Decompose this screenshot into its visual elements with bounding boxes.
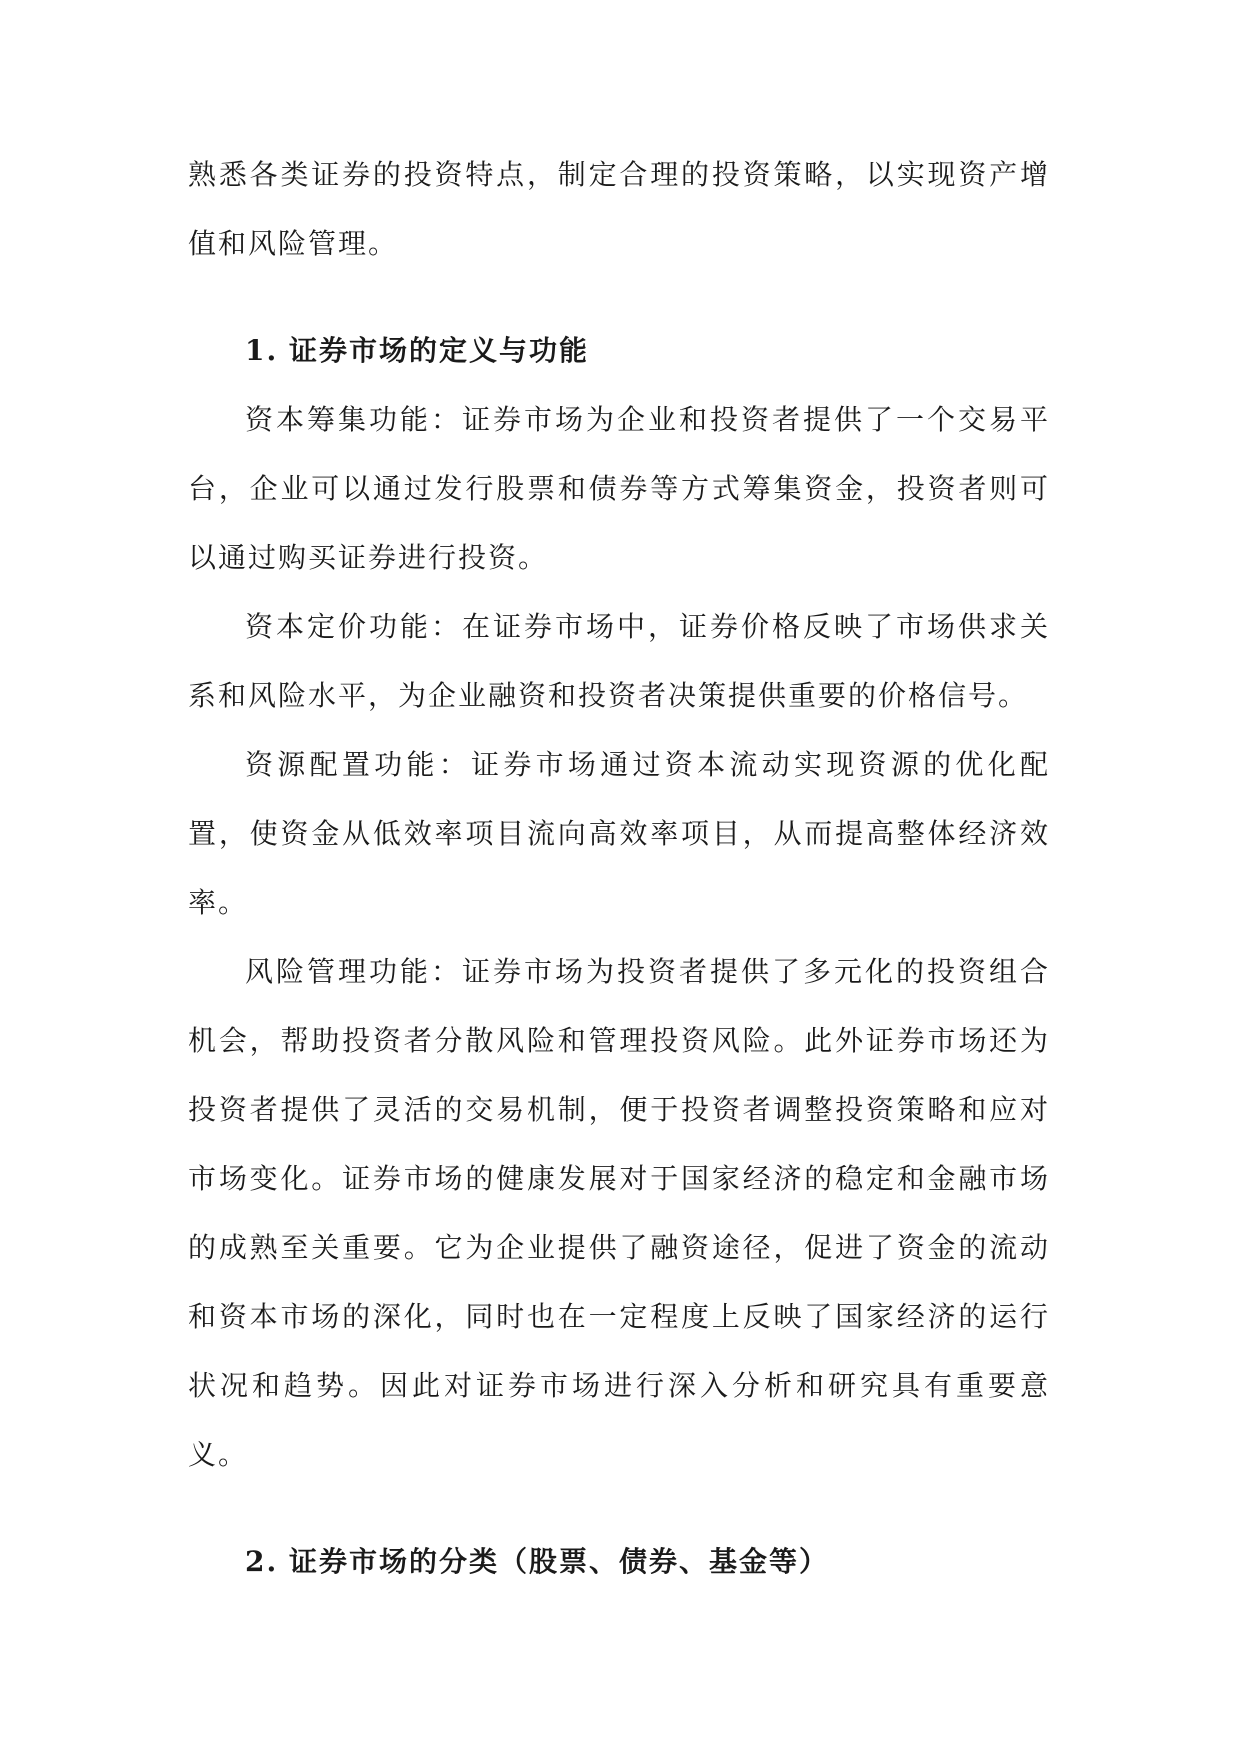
section-title: 证券市场的分类（股票、债券、基金等） [289,1545,830,1578]
paragraph-risk-management: 风险管理功能：证券市场为投资者提供了多元化的投资组合机会，帮助投资者分散风险和管理投资风险。此外证券市场还为投资者提供了灵活的交易机制，便于投资者调整投资策略和应对市场变化。证券市场的健康发展对于国家经济的稳定和金融市场的成熟至关重要。它为企业提供了融资途径，促进了资金的流动和资本市场的深化，同时也在一定程度上反映了国家经济的运行状况和趋势。因此对证券市场进行深入分析和研究具有重要意义。 [188,955,1050,1471]
section-heading-2 [188,1527,1050,1596]
paragraph-capital-raising: 资本筹集功能：证券市场为企业和投资者提供了一个交易平台，企业可以通过发行股票和债券等方式筹集资金，投资者则可以通过购买证券进行投资。 [188,403,1050,574]
paragraph-resource-allocation: 资源配置功能：证券市场通过资本流动实现资源的优化配置，使资金从低效率项目流向高效率项目，从而提高整体经济效率。 [188,748,1050,919]
section-number: 1. [245,334,279,367]
section-number: 2. [245,1545,279,1578]
intro-paragraph: 熟悉各类证券的投资特点，制定合理的投资策略，以实现资产增值和风险管理。 [188,158,1050,260]
section-heading-1 [188,316,1050,385]
paragraph-capital-pricing: 资本定价功能：在证券市场中，证券价格反映了市场供求关系和风险水平，为企业融资和投资者决策提供重要的价格信号。 [188,610,1050,712]
section-title: 证券市场的定义与功能 [289,334,590,367]
document-body [188,140,1050,1596]
